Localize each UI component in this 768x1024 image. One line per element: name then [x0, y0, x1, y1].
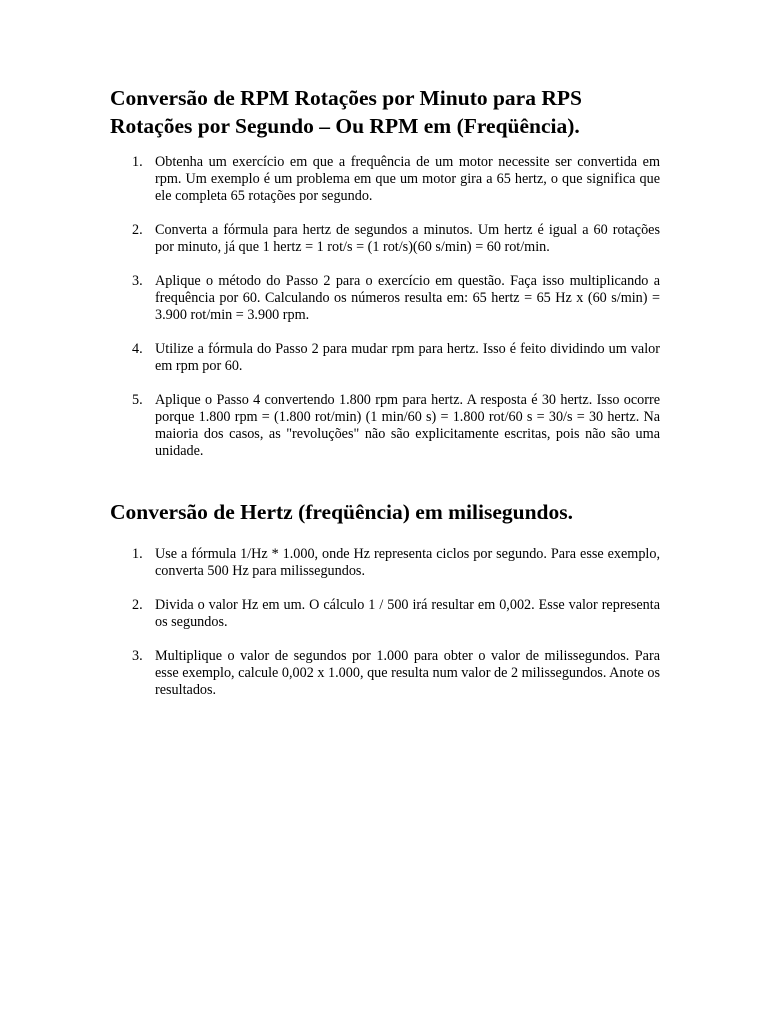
list-item-number: 1. — [132, 546, 143, 562]
steps-list-hertz — [110, 546, 660, 699]
list-item-number: 2. — [132, 597, 143, 613]
list-item — [110, 597, 660, 631]
list-item-text: Use a fórmula 1/Hz * 1.000, onde Hz representa ciclos por segundo. Para esse exemplo, converta 500 Hz para milissegundos. — [155, 546, 660, 579]
list-item-number: 4. — [132, 341, 143, 357]
list-item — [110, 546, 660, 580]
list-item-number: 3. — [132, 648, 143, 664]
list-item — [110, 392, 660, 460]
list-item — [110, 273, 660, 324]
section-title-hertz-to-ms: Conversão de Hertz (freqüência) em milisegundos. — [110, 500, 573, 524]
list-item — [110, 154, 660, 205]
steps-list-rpm — [110, 154, 660, 460]
list-item-text: Aplique o Passo 4 convertendo 1.800 rpm para hertz. A resposta é 30 hertz. Isso ocorre porque 1.800 rpm = (1.800 rot/min) (1 min/60 s) = 1.800 rot/60 s = 30/s = 30 hertz. Na maioria dos casos, as "revoluções" não são explicitamente escritas, pois não são uma unidade. — [155, 392, 660, 459]
list-item-text: Multiplique o valor de segundos por 1.000 para obter o valor de milissegundos. Para esse exemplo, calcule 0,002 x 1.000, que resulta num valor de 2 milissegundos. Anote os resultados. — [155, 648, 660, 698]
list-item-number: 1. — [132, 154, 143, 170]
list-item-text: Utilize a fórmula do Passo 2 para mudar rpm para hertz. Isso é feito dividindo um valor em rpm por 60. — [155, 341, 660, 374]
section-title-rpm-to-rps: Conversão de RPM Rotações por Minuto para RPS Rotações por Segundo – Ou RPM em (Freqüência). — [110, 86, 582, 138]
list-item-text: Converta a fórmula para hertz de segundos a minutos. Um hertz é igual a 60 rotações por minuto, já que 1 hertz = 1 rot/s = (1 rot/s)(60 s/min) = 60 rot/min. — [155, 222, 660, 255]
list-item — [110, 222, 660, 256]
list-item-number: 2. — [132, 222, 143, 238]
list-item-number: 5. — [132, 392, 143, 408]
list-item — [110, 648, 660, 699]
list-item-text: Divida o valor Hz em um. O cálculo 1 / 500 irá resultar em 0,002. Esse valor representa os segundos. — [155, 597, 660, 630]
list-item — [110, 341, 660, 375]
document-page — [110, 84, 660, 699]
list-item-text: Aplique o método do Passo 2 para o exercício em questão. Faça isso multiplicando a frequência por 60. Calculando os números resulta em: 65 hertz = 65 Hz x (60 s/min) = 3.900 rot/min = 3.900 rpm. — [155, 273, 660, 323]
list-item-number: 3. — [132, 273, 143, 289]
list-item-text: Obtenha um exercício em que a frequência de um motor necessite ser convertida em rpm. Um exemplo é um problema em que um motor gira a 65 hertz, o que significa que ele completa 65 rotações por segundo. — [155, 154, 660, 204]
